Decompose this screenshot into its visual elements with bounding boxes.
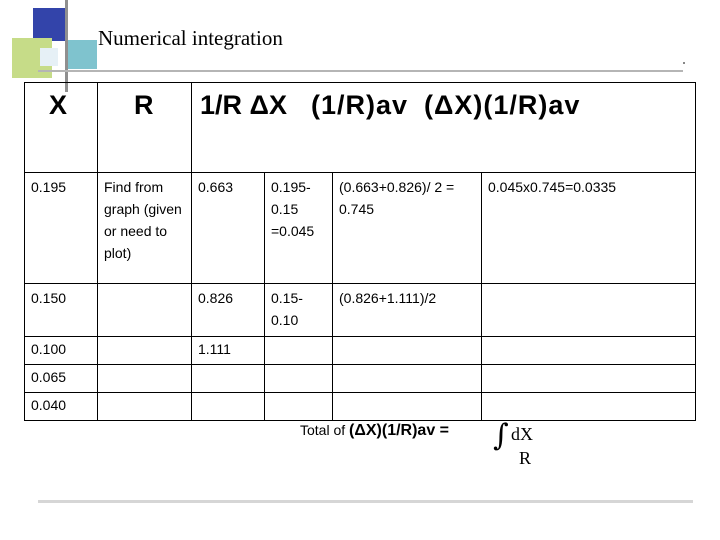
header-row	[25, 83, 696, 173]
cell-delta-x	[265, 337, 333, 365]
cell-inv-r: 0.826	[192, 284, 265, 337]
header-r: R	[98, 83, 192, 173]
cell-product	[482, 365, 696, 393]
cell-delta-x: 0.195-0.15 =0.045	[265, 173, 333, 284]
integral-sign: ∫	[493, 418, 509, 453]
decor-square-light	[40, 48, 58, 66]
slide-title: Numerical integration	[98, 26, 283, 50]
decor-square-cyan	[68, 40, 97, 69]
cell-product	[482, 393, 696, 421]
cell-inv-r-av	[333, 393, 482, 421]
cell-inv-r: 1.111	[192, 337, 265, 365]
cell-inv-r-av: (0.826+1.111)/2	[333, 284, 482, 337]
fraction-numerator: dX	[511, 424, 533, 444]
header-inv-r-av: (1/R)av	[310, 90, 408, 120]
header-delta-x: ΔX	[249, 90, 287, 120]
cell-x: 0.100	[25, 337, 98, 365]
cell-inv-r-av: (0.663+0.826)/ 2 = 0.745	[333, 173, 482, 284]
cell-product: 0.045x0.745=0.0335	[482, 173, 696, 284]
cell-delta-x	[265, 365, 333, 393]
header-group	[192, 83, 696, 173]
cell-product	[482, 337, 696, 365]
cell-r	[98, 337, 192, 365]
cell-x: 0.065	[25, 365, 98, 393]
cell-inv-r-av	[333, 337, 482, 365]
integrand-fraction	[511, 422, 533, 470]
table-row	[25, 284, 696, 337]
total-label: Total of	[300, 422, 346, 438]
fraction-denominator: R	[518, 448, 531, 468]
integration-table	[24, 82, 696, 421]
cell-inv-r-av	[333, 365, 482, 393]
table-row	[25, 337, 696, 365]
header-x: X	[25, 83, 98, 173]
decor-vertical-line	[65, 0, 68, 92]
total-line	[300, 422, 449, 440]
cell-inv-r: 0.663	[192, 173, 265, 284]
cell-x: 0.195	[25, 173, 98, 284]
cell-x: 0.150	[25, 284, 98, 337]
footer-divider	[38, 500, 693, 503]
table-row	[25, 393, 696, 421]
cell-r	[98, 393, 192, 421]
header-product: (ΔX)(1/R)av	[424, 90, 581, 120]
cell-delta-x	[265, 393, 333, 421]
cell-inv-r	[192, 365, 265, 393]
cell-r: Find from graph (given or need to plot)	[98, 173, 192, 284]
total-expression: (ΔX)(1/R)av =	[349, 422, 449, 439]
cell-r	[98, 365, 192, 393]
cell-inv-r	[192, 393, 265, 421]
header-inv-r: 1/R	[200, 90, 243, 120]
table-row	[25, 173, 696, 284]
title-divider	[38, 70, 683, 72]
decor-dot	[683, 62, 685, 64]
cell-delta-x: 0.15-0.10	[265, 284, 333, 337]
cell-r	[98, 284, 192, 337]
cell-x: 0.040	[25, 393, 98, 421]
table-row	[25, 365, 696, 393]
decor-square-blue	[33, 8, 66, 41]
cell-product	[482, 284, 696, 337]
